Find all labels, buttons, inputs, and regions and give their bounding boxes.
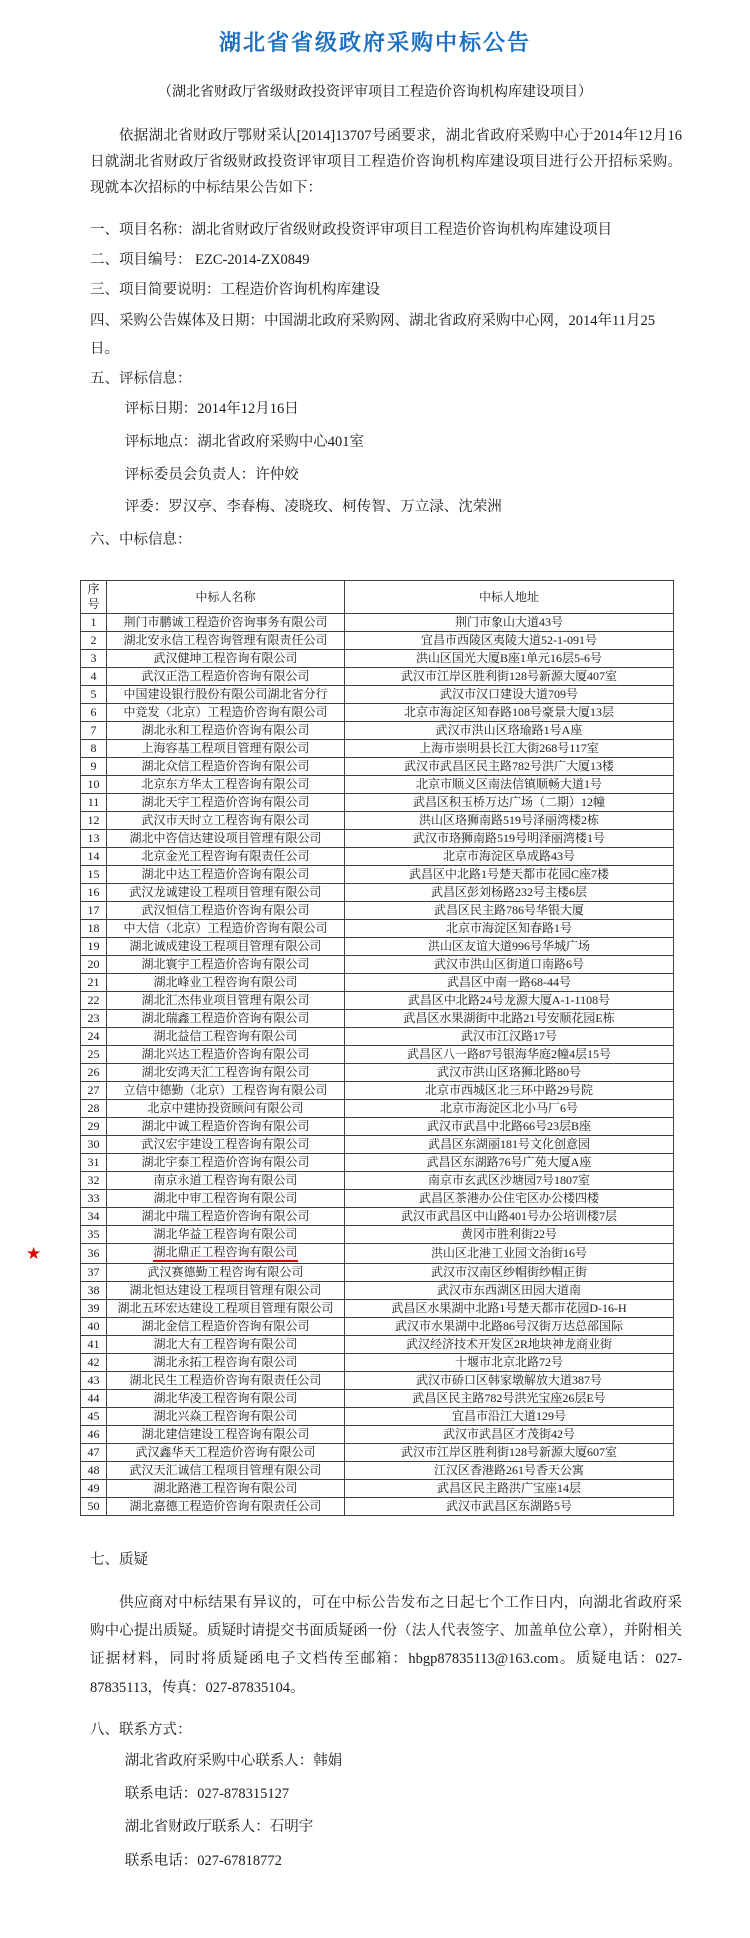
- row-winner-addr: 武汉市武昌区中山路401号办公培训楼7层: [345, 1208, 674, 1226]
- row-winner-name: 北京东方华太工程咨询有限公司: [107, 776, 345, 794]
- row-winner-addr: 武昌区中南一路68-44号: [345, 974, 674, 992]
- table-row: [81, 1190, 674, 1208]
- row-seq: 26: [81, 1064, 107, 1082]
- table-row: [81, 848, 674, 866]
- table-row: [81, 1046, 674, 1064]
- row-winner-name: 湖北恒达建设工程项目管理有限公司: [107, 1281, 345, 1299]
- row-seq: 27: [81, 1082, 107, 1100]
- row-winner-name: 湖北安鸿天汇工程咨询有限公司: [107, 1064, 345, 1082]
- row-winner-name: 北京中建协投资顾问有限公司: [107, 1100, 345, 1118]
- row-winner-name: [107, 1244, 345, 1264]
- row-winner-addr: 武汉市江岸区胜利街128号新源大厦407室: [345, 668, 674, 686]
- section-project-name: 一、项目名称：湖北省财政厅省级财政投资评审项目工程造价咨询机构库建设项目: [90, 221, 612, 238]
- section-project-brief: 三、项目简要说明：工程造价咨询机构库建设: [90, 282, 380, 299]
- row-winner-name: 上海容基工程项目管理有限公司: [107, 740, 345, 758]
- table-row: [81, 650, 674, 668]
- table-row: [81, 758, 674, 776]
- row-winner-name: 湖北中诚工程造价咨询有限公司: [107, 1118, 345, 1136]
- table-row: [81, 902, 674, 920]
- row-winner-name: 武汉鑫华天工程造价咨询有限公司: [107, 1443, 345, 1461]
- table-row: [81, 1226, 674, 1244]
- row-winner-name: 湖北峰业工程咨询有限公司: [107, 974, 345, 992]
- row-winner-addr: 武昌区东湖丽181号文化创意园: [345, 1136, 674, 1154]
- row-winner-addr: 武昌区水果湖街中北路21号安顺花园E栋: [345, 1010, 674, 1028]
- row-winner-addr: 武汉市洪山区街道口南路6号: [345, 956, 674, 974]
- row-seq: 18: [81, 920, 107, 938]
- row-winner-name: 湖北兴焱工程咨询有限公司: [107, 1407, 345, 1425]
- row-seq: 21: [81, 974, 107, 992]
- table-row: [81, 1263, 674, 1281]
- row-seq: 49: [81, 1479, 107, 1497]
- highlighted-winner-name: 湖北鼎正工程咨询有限公司: [153, 1246, 297, 1262]
- table-row: [81, 740, 674, 758]
- row-winner-name: 武汉恒信工程造价咨询有限公司: [107, 902, 345, 920]
- row-seq: 31: [81, 1154, 107, 1172]
- row-winner-addr: 黄冈市胜利街22号: [345, 1226, 674, 1244]
- col-header-seq: 序号: [81, 581, 107, 614]
- row-winner-addr: 武昌区民主路洪广宝座14层: [345, 1479, 674, 1497]
- row-winner-name: 湖北华益工程咨询有限公司: [107, 1226, 345, 1244]
- row-seq: 29: [81, 1118, 107, 1136]
- row-winner-addr: 武昌区积玉桥万达广场（二期）12幢: [345, 794, 674, 812]
- row-winner-name: 中大信（北京）工程造价咨询有限公司: [107, 920, 345, 938]
- table-row: [81, 1371, 674, 1389]
- row-seq: 9: [81, 758, 107, 776]
- table-row: [81, 1208, 674, 1226]
- eval-place: 评标地点：湖北省政府采购中心401室: [124, 434, 365, 450]
- row-seq: 1: [81, 614, 107, 632]
- row-winner-name: 湖北汇杰伟业项目管理有限公司: [107, 992, 345, 1010]
- table-row: [81, 974, 674, 992]
- document-body: [90, 123, 682, 554]
- row-winner-name: 中竞发（北京）工程造价咨询有限公司: [107, 704, 345, 722]
- table-row: [81, 1443, 674, 1461]
- row-winner-addr: 洪山区北港工业园文治街16号: [345, 1244, 674, 1264]
- row-seq: 5: [81, 686, 107, 704]
- table-row: [81, 1461, 674, 1479]
- row-seq: 6: [81, 704, 107, 722]
- row-seq: 40: [81, 1317, 107, 1335]
- intro-paragraph: 依据湖北省财政厅鄂财采认[2014]13707号函要求，湖北省政府采购中心于2014年12月16日就湖北省财政厅省级财政投资评审项目工程造价咨询机构库建设项目进行公开招标采购。现就本次招标的中标结果公告如下：: [90, 128, 682, 197]
- row-winner-addr: 武汉市水果湖中北路86号汉街万达总部国际: [345, 1317, 674, 1335]
- row-seq: 16: [81, 884, 107, 902]
- section-eval-info: 五、评标信息：: [90, 371, 192, 388]
- table-row: [81, 686, 674, 704]
- eval-chief: 评标委员会负责人：许仲姣: [124, 466, 299, 483]
- row-seq: 22: [81, 992, 107, 1010]
- table-row: [81, 1335, 674, 1353]
- row-seq: 35: [81, 1226, 107, 1244]
- table-row: [81, 1010, 674, 1028]
- table-row: [81, 614, 674, 632]
- row-seq: 13: [81, 830, 107, 848]
- table-row: [81, 1136, 674, 1154]
- row-seq: 25: [81, 1046, 107, 1064]
- row-winner-name: 湖北天宇工程造价咨询有限公司: [107, 794, 345, 812]
- col-header-addr: 中标人地址: [345, 581, 674, 614]
- row-winner-addr: 南京市玄武区沙塘园7号1807室: [345, 1172, 674, 1190]
- table-row: [81, 1497, 674, 1515]
- section-project-number: 二、项目编号： EZC-2014-ZX0849: [90, 252, 310, 269]
- row-seq: 41: [81, 1335, 107, 1353]
- row-seq: 2: [81, 632, 107, 650]
- table-row: [81, 704, 674, 722]
- row-winner-name: 武汉龙诚建设工程项目管理有限公司: [107, 884, 345, 902]
- row-winner-addr: 北京市海淀区北小马厂6号: [345, 1100, 674, 1118]
- table-row: [81, 830, 674, 848]
- row-winner-name: 武汉健坤工程咨询有限公司: [107, 650, 345, 668]
- row-seq: 50: [81, 1497, 107, 1515]
- document-tail: [90, 1546, 682, 1878]
- row-seq: 39: [81, 1299, 107, 1317]
- row-seq: 11: [81, 794, 107, 812]
- row-winner-name: 湖北大有工程咨询有限公司: [107, 1335, 345, 1353]
- contact-finance-phone: 联系电话：027-67818772: [124, 1852, 282, 1869]
- row-winner-addr: 十堰市北京北路72号: [345, 1353, 674, 1371]
- row-seq: 14: [81, 848, 107, 866]
- row-winner-addr: 北京市海淀区阜成路43号: [345, 848, 674, 866]
- row-winner-name: 北京金光工程咨询有限责任公司: [107, 848, 345, 866]
- row-winner-name: 湖北永拓工程咨询有限公司: [107, 1353, 345, 1371]
- row-seq: 42: [81, 1353, 107, 1371]
- row-seq: 15: [81, 866, 107, 884]
- row-winner-addr: 北京市海淀区知春路1号: [345, 920, 674, 938]
- row-winner-name: 湖北五环宏达建设工程项目管理有限公司: [107, 1299, 345, 1317]
- row-winner-name: 湖北永和工程造价咨询有限公司: [107, 722, 345, 740]
- row-winner-name: 湖北华凌工程咨询有限公司: [107, 1389, 345, 1407]
- row-winner-name: 荆门市鹏诚工程造价咨询事务有限公司: [107, 614, 345, 632]
- section-objection-heading: 七、质疑: [90, 1551, 148, 1568]
- contact-center-person: 湖北省政府采购中心联系人：韩娟: [124, 1752, 343, 1769]
- row-winner-name: 湖北益信工程咨询有限公司: [107, 1028, 345, 1046]
- row-winner-name: 湖北宇泰工程造价咨询有限公司: [107, 1154, 345, 1172]
- row-winner-addr: 武汉市江岸区胜利街128号新源大厦607室: [345, 1443, 674, 1461]
- row-winner-name: 南京永道工程咨询有限公司: [107, 1172, 345, 1190]
- row-winner-addr: 武昌区彭刘杨路232号主楼6层: [345, 884, 674, 902]
- section-contact-heading: 八、联系方式：: [90, 1722, 192, 1739]
- row-seq: 46: [81, 1425, 107, 1443]
- section-announce-media: 四、采购公告媒体及日期：中国湖北政府采购网、湖北省政府采购中心网，2014年11月25日。: [90, 312, 655, 357]
- row-winner-addr: 洪山区珞狮南路519号泽丽湾楼2栋: [345, 812, 674, 830]
- row-seq: 44: [81, 1389, 107, 1407]
- table-row: [81, 1100, 674, 1118]
- table-row: [81, 1389, 674, 1407]
- table-row: [81, 776, 674, 794]
- eval-committee: 评委：罗汉亭、李春梅、凌晓玫、柯传智、万立渌、沈荣洲: [124, 499, 502, 516]
- row-winner-addr: 武汉市珞狮南路519号明泽丽湾楼1号: [345, 830, 674, 848]
- contact-finance-person: 湖北省财政厅联系人：石明宇: [124, 1819, 314, 1836]
- row-winner-addr: 武昌区中北路24号龙源大厦A-1-1108号: [345, 992, 674, 1010]
- row-winner-addr: 武汉市洪山区珞狮北路80号: [345, 1064, 674, 1082]
- row-winner-name: 立信中德勤（北京）工程咨询有限公司: [107, 1082, 345, 1100]
- row-winner-name: 湖北瑞鑫工程造价咨询有限公司: [107, 1010, 345, 1028]
- row-winner-addr: 武汉市汉口建设大道709号: [345, 686, 674, 704]
- row-seq: 48: [81, 1461, 107, 1479]
- table-row: [81, 1407, 674, 1425]
- row-winner-addr: 武汉市东西湖区田园大道南: [345, 1281, 674, 1299]
- col-header-name: 中标人名称: [107, 581, 345, 614]
- row-winner-name: 湖北中达工程造价咨询有限公司: [107, 866, 345, 884]
- row-winner-addr: 宜昌市西陵区夷陵大道52-1-091号: [345, 632, 674, 650]
- row-winner-addr: 武汉市武昌区东湖路5号: [345, 1497, 674, 1515]
- row-winner-addr: 武汉市洪山区珞瑜路1号A座: [345, 722, 674, 740]
- row-seq: 10: [81, 776, 107, 794]
- row-winner-name: 湖北中咨信达建设项目管理有限公司: [107, 830, 345, 848]
- row-winner-addr: 洪山区国光大厦B座1单元16层5-6号: [345, 650, 674, 668]
- row-winner-name: 湖北金信工程造价咨询有限公司: [107, 1317, 345, 1335]
- row-winner-addr: 江汉区香港路261号香天公寓: [345, 1461, 674, 1479]
- row-winner-name: 湖北路港工程咨询有限公司: [107, 1479, 345, 1497]
- table-row: [81, 1064, 674, 1082]
- objection-paragraph: 供应商对中标结果有异议的，可在中标公告发布之日起七个工作日内，向湖北省政府采购中心提出质疑。质疑时请提交书面质疑函一份（法人代表签字、加盖单位公章），并附相关证据材料，同时将质疑函电子文档传至邮箱：hbgp87835113@163.com。质疑电话：027-87835113，传真：027-87835104。: [90, 1594, 682, 1696]
- table-row: [81, 956, 674, 974]
- row-winner-addr: 武昌区民主路782号洪光宝座26层E号: [345, 1389, 674, 1407]
- table-row: [81, 1172, 674, 1190]
- table-row: [81, 722, 674, 740]
- row-winner-addr: 洪山区友谊大道996号华城广场: [345, 938, 674, 956]
- row-seq: 20: [81, 956, 107, 974]
- table-row: [81, 1353, 674, 1371]
- table-row: [81, 1281, 674, 1299]
- row-seq: 3: [81, 650, 107, 668]
- row-winner-name: 中国建设银行股份有限公司湖北省分行: [107, 686, 345, 704]
- row-winner-addr: 北京市西城区北三环中路29号院: [345, 1082, 674, 1100]
- row-winner-name: 湖北中审工程咨询有限公司: [107, 1190, 345, 1208]
- table-row: [81, 668, 674, 686]
- page-subtitle: （湖北省财政厅省级财政投资评审项目工程造价咨询机构库建设项目）: [158, 85, 592, 100]
- row-seq: 34: [81, 1208, 107, 1226]
- table-row: [81, 992, 674, 1010]
- row-winner-name: 武汉天汇诚信工程项目管理有限公司: [107, 1461, 345, 1479]
- row-winner-name: 湖北中瑞工程造价咨询有限公司: [107, 1208, 345, 1226]
- row-seq: 8: [81, 740, 107, 758]
- row-seq: 33: [81, 1190, 107, 1208]
- row-winner-addr: 武昌区东湖路76号广苑大厦A座: [345, 1154, 674, 1172]
- row-seq: 19: [81, 938, 107, 956]
- row-winner-name: 湖北众信工程造价咨询有限公司: [107, 758, 345, 776]
- row-winner-addr: 武昌区八一路87号银海华庭2幢4层15号: [345, 1046, 674, 1064]
- row-winner-name: 湖北寰宇工程造价咨询有限公司: [107, 956, 345, 974]
- table-row: [81, 938, 674, 956]
- row-winner-name: 湖北嘉德工程造价咨询有限责任公司: [107, 1497, 345, 1515]
- row-seq: 7: [81, 722, 107, 740]
- row-winner-name: 湖北诚成建设工程项目管理有限公司: [107, 938, 345, 956]
- row-winner-name: 湖北建信建设工程咨询有限公司: [107, 1425, 345, 1443]
- row-winner-name: 武汉正浩工程造价咨询有限公司: [107, 668, 345, 686]
- row-winner-addr: 武汉市汉南区纱帽街纱帽正街: [345, 1263, 674, 1281]
- row-winner-addr: 上海市崇明县长江大街268号117室: [345, 740, 674, 758]
- row-seq: 36 ★: [81, 1244, 107, 1264]
- row-winner-addr: 北京市海淀区知春路108号豪景大厦13层: [345, 704, 674, 722]
- table-row: [81, 812, 674, 830]
- table-row: [81, 1154, 674, 1172]
- row-winner-name: 湖北安永信工程咨询管理有限责任公司: [107, 632, 345, 650]
- row-winner-addr: 武汉市江汉路17号: [345, 1028, 674, 1046]
- row-seq: 12: [81, 812, 107, 830]
- contact-center-phone: 联系电话：027-878315127: [124, 1785, 290, 1802]
- table-row: [81, 920, 674, 938]
- row-seq: 23: [81, 1010, 107, 1028]
- table-row: [81, 1244, 674, 1264]
- winners-table-body: [26, 614, 674, 1516]
- table-row: [81, 1082, 674, 1100]
- row-winner-addr: 武汉经济技术开发区2R地块神龙商业街: [345, 1335, 674, 1353]
- row-winner-addr: 荆门市象山大道43号: [345, 614, 674, 632]
- row-seq: 32: [81, 1172, 107, 1190]
- row-seq: 4: [81, 668, 107, 686]
- row-winner-name: 湖北民生工程造价咨询有限责任公司: [107, 1371, 345, 1389]
- row-winner-addr: 武昌区中北路1号楚天都市花园C座7楼: [345, 866, 674, 884]
- table-row: [81, 866, 674, 884]
- eval-date: 评标日期：2014年12月16日: [124, 401, 299, 418]
- row-seq: 43: [81, 1371, 107, 1389]
- row-seq: 45: [81, 1407, 107, 1425]
- row-winner-addr: 北京市顺义区南法信镇顺畅大道1号: [345, 776, 674, 794]
- row-winner-addr: 宜昌市沿江大道129号: [345, 1407, 674, 1425]
- row-winner-addr: 武昌区茶港办公住宅区办公楼四楼: [345, 1190, 674, 1208]
- table-row: [81, 884, 674, 902]
- row-winner-addr: 武昌区民主路786号华银大厦: [345, 902, 674, 920]
- table-row: [81, 1299, 674, 1317]
- row-winner-addr: 武汉市武昌区才茂街42号: [345, 1425, 674, 1443]
- row-winner-addr: 武昌区水果湖中北路1号楚天都市花园D-16-H: [345, 1299, 674, 1317]
- row-seq: 37: [81, 1263, 107, 1281]
- table-row: [81, 1479, 674, 1497]
- row-seq: 17: [81, 902, 107, 920]
- page-title: 湖北省省级政府采购中标公告: [218, 30, 531, 55]
- winners-table-header: [81, 581, 674, 614]
- table-row: [81, 794, 674, 812]
- row-winner-addr: 武汉市武昌中北路66号23层B座: [345, 1118, 674, 1136]
- table-row: [81, 632, 674, 650]
- row-winner-name: 武汉市天时立工程咨询有限公司: [107, 812, 345, 830]
- row-seq: 47: [81, 1443, 107, 1461]
- row-winner-name: 武汉宏宇建设工程咨询有限公司: [107, 1136, 345, 1154]
- row-winner-addr: 武汉市武昌区民主路782号洪广大厦13楼: [345, 758, 674, 776]
- row-seq: 38: [81, 1281, 107, 1299]
- row-seq: 28: [81, 1100, 107, 1118]
- red-star-icon: ★: [26, 1243, 42, 1263]
- table-row: [81, 1028, 674, 1046]
- row-winner-name: 湖北兴达工程造价咨询有限公司: [107, 1046, 345, 1064]
- table-row: [81, 1425, 674, 1443]
- row-winner-name: 武汉赛德勤工程咨询有限公司: [107, 1263, 345, 1281]
- winners-table: [26, 580, 674, 1516]
- section-winners-info: 六、中标信息：: [90, 531, 192, 548]
- row-seq: 30: [81, 1136, 107, 1154]
- table-row: [81, 1118, 674, 1136]
- row-winner-addr: 武汉市硚口区韩家墩解放大道387号: [345, 1371, 674, 1389]
- table-row: [81, 1317, 674, 1335]
- row-seq: 24: [81, 1028, 107, 1046]
